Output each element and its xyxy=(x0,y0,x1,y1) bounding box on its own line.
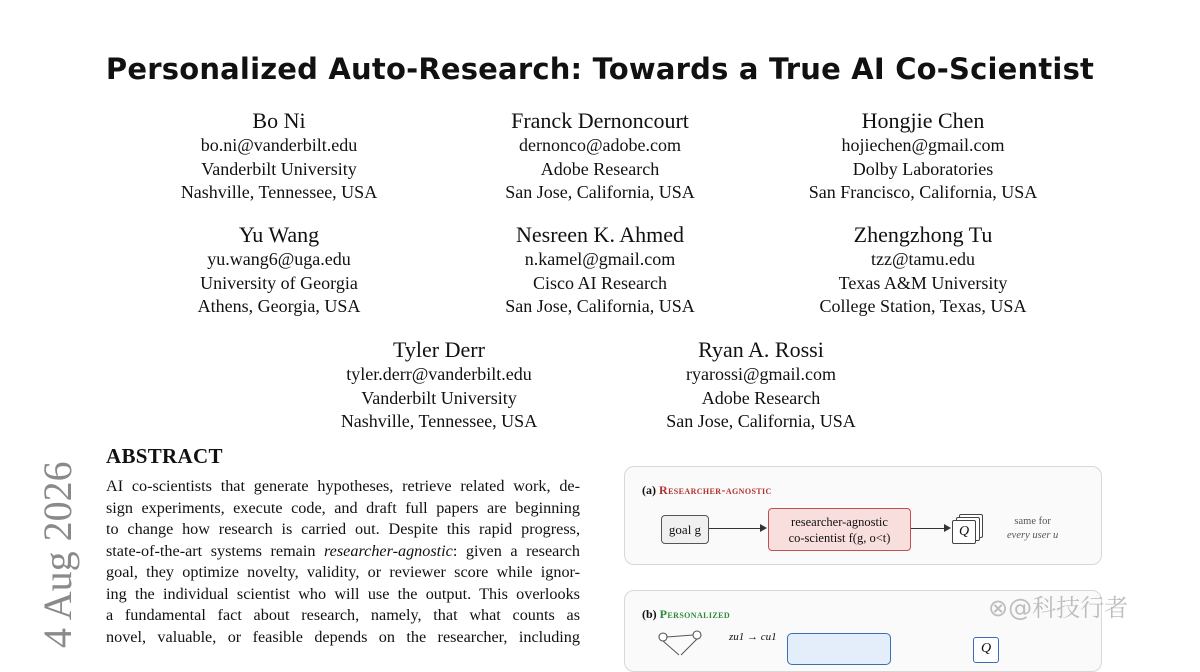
author-affiliation: Texas A&M University xyxy=(838,272,1008,293)
author-name: Hongjie Chen xyxy=(861,108,985,133)
panel-label: (b) Personalized xyxy=(642,607,731,621)
goal-box: goal g xyxy=(661,515,709,544)
abstract-line: a fundamental fact about research, namely, that what counts as xyxy=(106,606,580,624)
abstract-line: goal, they optimize novelty, validity, or reviewer score while ignor- xyxy=(106,563,580,581)
author-email: bo.ni@vanderbilt.edu xyxy=(200,135,358,155)
author-name: Tyler Derr xyxy=(393,337,485,362)
author-name: Yu Wang xyxy=(238,222,320,247)
arrow-icon xyxy=(709,528,765,529)
author-affiliation: Dolby Laboratories xyxy=(852,158,994,179)
agnostic-agent-box: researcher-agnostic co-scientist f(g, o<t) xyxy=(768,508,911,551)
edge-label: zu1 → cu1 xyxy=(729,631,777,643)
abstract-line: to change how research is carried out. Despite this rapid progress, xyxy=(106,520,580,538)
author-affiliation: Vanderbilt University xyxy=(201,158,357,179)
abstract-line: sign experiments, execute code, and draft full papers are beginning xyxy=(106,498,580,517)
author-location: College Station, Texas, USA xyxy=(819,296,1027,316)
output-stack-icon: Q xyxy=(952,514,982,542)
author-name: Franck Dernoncourt xyxy=(511,108,689,133)
author-email: hojiechen@gmail.com xyxy=(841,135,1005,155)
abstract-line: AI co-scientists that generate hypotheses, retrieve related work, de- xyxy=(106,477,580,495)
abstract-text xyxy=(106,476,580,648)
author-location: San Jose, California, USA xyxy=(505,296,695,316)
author-block xyxy=(119,107,439,205)
author-location: San Jose, California, USA xyxy=(666,411,856,431)
author-block xyxy=(440,221,760,319)
author-email: ryarossi@gmail.com xyxy=(685,364,837,384)
author-name: Zhengzhong Tu xyxy=(853,222,993,247)
panel-label: (a) Researcher-agnostic xyxy=(642,483,772,497)
author-name: Ryan A. Rossi xyxy=(698,337,824,362)
author-block xyxy=(279,336,599,434)
arxiv-side-date: 4 Aug 2026 xyxy=(35,461,80,648)
output-box: Q xyxy=(973,637,999,663)
author-block xyxy=(763,107,1083,205)
author-email: dernonco@adobe.com xyxy=(518,135,682,155)
author-name: Bo Ni xyxy=(252,108,306,133)
abstract-line: ing the individual scientist who will use the output. This overlooks xyxy=(106,584,580,603)
author-location: San Jose, California, USA xyxy=(505,182,695,202)
arrow-icon xyxy=(911,528,949,529)
author-affiliation: Cisco AI Research xyxy=(533,272,667,293)
abstract-heading: ABSTRACT xyxy=(106,444,223,468)
user-graph-icon xyxy=(655,627,715,657)
author-block xyxy=(763,221,1083,319)
author-block xyxy=(440,107,760,205)
author-block xyxy=(601,336,921,434)
same-for-note: same for every user u xyxy=(1007,516,1059,541)
author-location: Nashville, Tennessee, USA xyxy=(180,182,378,202)
author-location: Athens, Georgia, USA xyxy=(197,296,361,316)
author-affiliation: Adobe Research xyxy=(540,158,660,179)
author-affiliation: Vanderbilt University xyxy=(361,387,517,408)
watermark: ⊗@科技行者 xyxy=(988,594,1129,622)
figure-panel-researcher-agnostic xyxy=(624,466,1102,565)
abstract-line: novel, valuable, or feasible depends on the researcher, including xyxy=(106,627,580,646)
author-location: Nashville, Tennessee, USA xyxy=(340,411,538,431)
author-affiliation: University of Georgia xyxy=(200,272,358,293)
author-name: Nesreen K. Ahmed xyxy=(515,222,684,247)
author-block xyxy=(119,221,439,319)
author-email: tzz@tamu.edu xyxy=(870,249,976,269)
author-affiliation: Adobe Research xyxy=(701,387,821,408)
author-email: tyler.derr@vanderbilt.edu xyxy=(346,364,532,384)
paper-title: Personalized Auto-Research: Towards a True AI Co-Scientist xyxy=(105,52,1095,86)
abstract-line: state-of-the-art systems remain researcher-agnostic: given a research xyxy=(106,541,580,560)
author-location: San Francisco, California, USA xyxy=(808,182,1038,202)
personalized-agent-box xyxy=(787,633,891,665)
author-email: n.kamel@gmail.com xyxy=(524,249,676,269)
author-email: yu.wang6@uga.edu xyxy=(207,249,351,269)
